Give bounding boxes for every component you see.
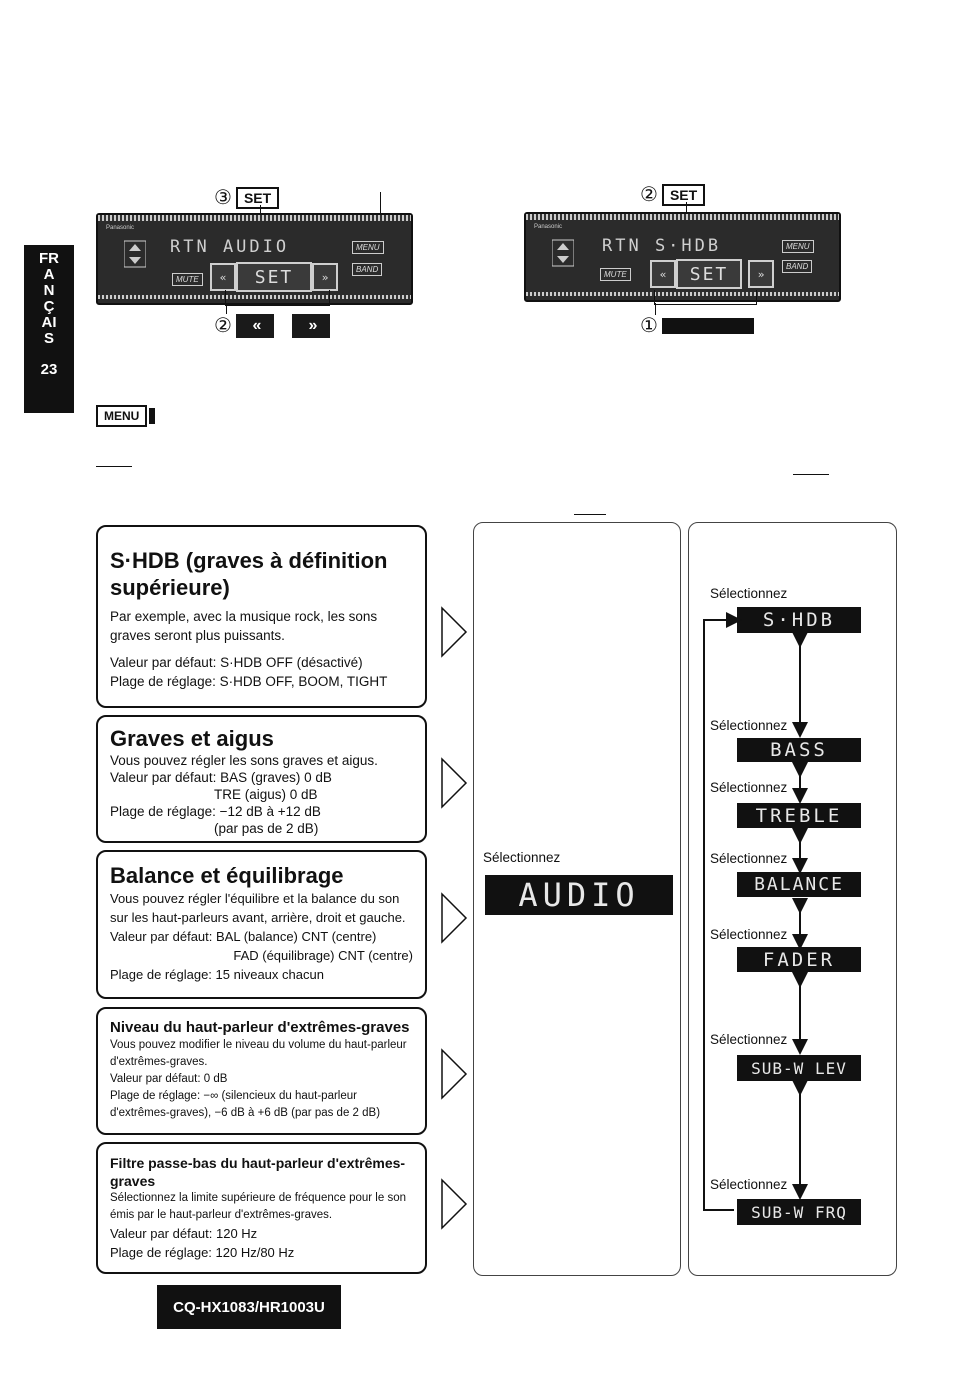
- vol-knob-icon: [124, 239, 146, 269]
- feature-range: Plage de réglage: 15 niveaux chacun: [110, 967, 324, 982]
- step1-circle: ①: [640, 315, 658, 337]
- prev-key-icon: «: [236, 314, 274, 338]
- feature-default: Valeur par défaut: BAL (balance) CNT (centre): [110, 929, 377, 944]
- band-button[interactable]: BAND: [782, 260, 812, 273]
- menu-item-subw-frq: SUB-W FRQ: [737, 1199, 861, 1225]
- step2-set-key: SET: [662, 184, 705, 206]
- step2-circle-right: ②: [640, 184, 658, 206]
- mute-button[interactable]: MUTE: [172, 273, 203, 286]
- feature-default-2: TRE (aigus) 0 dB: [214, 787, 318, 802]
- select-label: Sélectionnez: [710, 780, 788, 795]
- band-button[interactable]: BAND: [352, 263, 382, 276]
- vol-knob-icon: [552, 238, 574, 268]
- step3-set-key: SET: [236, 187, 279, 209]
- brand-logo: Panasonic: [534, 224, 563, 230]
- divider: [96, 466, 132, 467]
- feature-default: Valeur par défaut: 120 Hz: [110, 1226, 258, 1241]
- feature-title: Niveau du haut-parleur d'extrêmes-graves: [110, 1019, 410, 1036]
- menu-item-balance: BALANCE: [737, 872, 861, 897]
- feature-range-2: (par pas de 2 dB): [214, 821, 319, 836]
- feature-subwoofer-filter: [96, 1142, 427, 1274]
- next-key-icon: »: [292, 314, 330, 338]
- divider: [574, 514, 606, 515]
- audio-display: AUDIO: [485, 875, 673, 915]
- key-marker: [149, 408, 155, 424]
- step3-circle: ③: [214, 187, 232, 209]
- feature-subwoofer-level: [96, 1007, 427, 1135]
- triangle-arrow-icon: [440, 892, 468, 944]
- chevron-left-icon: «: [219, 270, 227, 284]
- prev-button[interactable]: [650, 260, 676, 288]
- feature-default: Valeur par défaut: 0 dB: [110, 1073, 228, 1085]
- prev-button[interactable]: [210, 263, 236, 291]
- unit-display: RTN AUDIO: [170, 237, 290, 257]
- model-label: CQ-HX1083/HR1003U: [157, 1285, 341, 1329]
- feature-default-2: FAD (équilibrage) CNT (centre): [233, 948, 413, 963]
- brand-logo: Panasonic: [106, 225, 135, 231]
- language-side-tab: [24, 245, 74, 413]
- set-button[interactable]: SET: [676, 259, 742, 289]
- menu-key-row: [96, 405, 155, 427]
- select-label: Sélectionnez: [710, 586, 788, 601]
- select-label: Sélectionnez: [710, 851, 788, 866]
- divider: [793, 474, 829, 475]
- bracket-line: [654, 290, 757, 305]
- unit-trim: [526, 214, 839, 220]
- feature-bass-treble: [96, 715, 427, 843]
- page-number: 23: [40, 361, 58, 378]
- menu-item-treble: TREBLE: [737, 803, 861, 828]
- menu-key: MENU: [96, 405, 147, 427]
- language-label: FRANÇAIS: [39, 250, 59, 347]
- select-label: Sélectionnez: [710, 718, 788, 733]
- menu-item-shdb: S·HDB: [737, 607, 861, 633]
- next-button[interactable]: [312, 263, 338, 291]
- feature-desc: Vous pouvez modifier le niveau du volume du haut-parleur d'extrêmes-graves.: [110, 1039, 407, 1068]
- select-label: Sélectionnez: [710, 1032, 788, 1047]
- menu-button[interactable]: MENU: [782, 240, 814, 253]
- mute-button[interactable]: MUTE: [600, 268, 631, 281]
- select-label: Sélectionnez: [710, 1177, 788, 1192]
- unit-display: RTN S·HDB: [602, 236, 722, 256]
- step3-label: [214, 185, 279, 210]
- head-unit-right: [524, 212, 841, 302]
- next-button[interactable]: [748, 260, 774, 288]
- feature-range: Plage de réglage: −∞ (silencieux du haut-parleur d'extrêmes-graves), −6 dB à +6 dB (par pas de 2 dB): [110, 1090, 381, 1119]
- menu-flow-arrows: [700, 600, 820, 1230]
- chevron-right-icon: »: [757, 267, 765, 281]
- feature-desc: Sélectionnez la limite supérieure de fréquence pour le son émis par le haut-parleur d'extrêmes-graves.: [110, 1192, 406, 1221]
- menu-item-subw-lev: SUB-W LEV: [737, 1055, 861, 1081]
- select-label: Sélectionnez: [483, 850, 561, 865]
- feature-desc: Vous pouvez régler l'équilibre et la balance du son sur les haut-parleurs avant, arrière, droit et gauche.: [110, 891, 406, 925]
- step1-label: [640, 313, 754, 338]
- select-label: Sélectionnez: [710, 927, 788, 942]
- menu-item-bass: BASS: [737, 738, 861, 762]
- feature-desc: Vous pouvez régler les sons graves et aigus.: [110, 753, 378, 768]
- step2-circle: ②: [214, 315, 232, 337]
- unit-trim: [98, 215, 411, 221]
- feature-range: Plage de réglage: S·HDB OFF, BOOM, TIGHT: [110, 674, 388, 689]
- feature-title: S·HDB (graves à définition supérieure): [110, 548, 388, 600]
- feature-range: Plage de réglage: −12 dB à +12 dB: [110, 804, 321, 819]
- menu-item-fader: FADER: [737, 947, 861, 972]
- feature-title: Filtre passe-bas du haut-parleur d'extrêmes-graves: [110, 1155, 406, 1189]
- step2-label-right: [640, 182, 705, 207]
- feature-shdb: [96, 525, 427, 708]
- feature-desc: Par exemple, avec la musique rock, les sons graves seront plus puissants.: [110, 609, 378, 643]
- set-button[interactable]: SET: [236, 262, 312, 292]
- triangle-arrow-icon: [440, 1178, 468, 1230]
- menu-button[interactable]: MENU: [352, 241, 384, 254]
- redacted-bar: [662, 318, 754, 334]
- step2-label: [214, 313, 330, 338]
- triangle-arrow-icon: [440, 606, 468, 658]
- triangle-arrow-icon: [440, 1048, 468, 1100]
- feature-default: Valeur par défaut: BAS (graves) 0 dB: [110, 770, 332, 785]
- chevron-right-icon: »: [321, 270, 329, 284]
- feature-title: Balance et équilibrage: [110, 863, 344, 888]
- feature-default: Valeur par défaut: S·HDB OFF (désactivé): [110, 655, 363, 670]
- bracket-line: [225, 290, 330, 306]
- feature-balance-fader: [96, 850, 427, 999]
- chevron-left-icon: «: [659, 267, 667, 281]
- feature-range: Plage de réglage: 120 Hz/80 Hz: [110, 1245, 295, 1260]
- feature-title: Graves et aigus: [110, 726, 274, 751]
- triangle-arrow-icon: [440, 757, 468, 809]
